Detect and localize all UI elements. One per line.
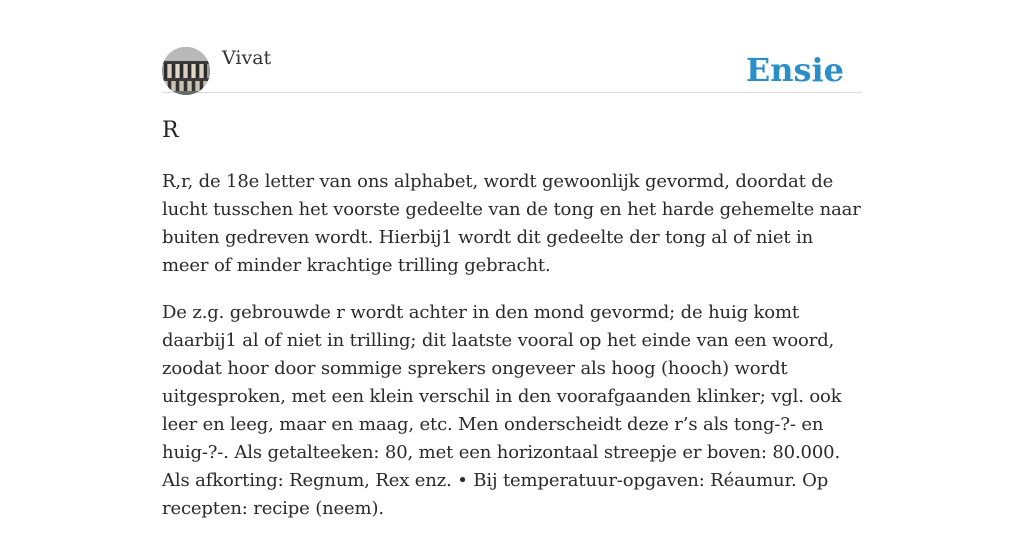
brand-logo[interactable]: Ensie bbox=[745, 51, 844, 89]
header bbox=[162, 0, 862, 93]
entry-title: R bbox=[162, 118, 179, 143]
entry-paragraph: De z.g. gebrouwde r wordt achter in den mond gevormd; de huig komt daarbij1 al of niet in trilling; dit laatste vooral op het einde van een woord, zoodat hoor door sommige sprekers ongeveer als hoog (hooch) wordt uitgesproken, met een klein verschil in den voorafgaanden klinker; vgl. ook leer en leeg, maar en maag, etc. Men onderscheidt deze r’s als tong-?- en huig-?-. Als getalteeken: 80, met een horizontaal streepje er boven: 80.000. Als afkorting: Regnum, Rex enz. • Bij temperatuur-opgaven: Réaumur. Op recepten: recipe (neem). bbox=[162, 302, 842, 519]
entry-paragraph: R,r, de 18e letter van ons alphabet, wordt gewoonlijk gevormd, doordat de lucht tusschen het voorste gedeelte van de tong en het harde gehemelte naar buiten gedreven wordt. Hierbij1 wordt dit gedeelte der tong al of niet in meer of minder krachtige trilling gebracht. bbox=[162, 171, 861, 276]
avatar[interactable] bbox=[162, 47, 210, 95]
page bbox=[162, 0, 862, 519]
entry-body bbox=[162, 168, 862, 542]
author-name[interactable]: Vivat bbox=[222, 47, 272, 69]
library-shelf-icon bbox=[162, 47, 210, 95]
